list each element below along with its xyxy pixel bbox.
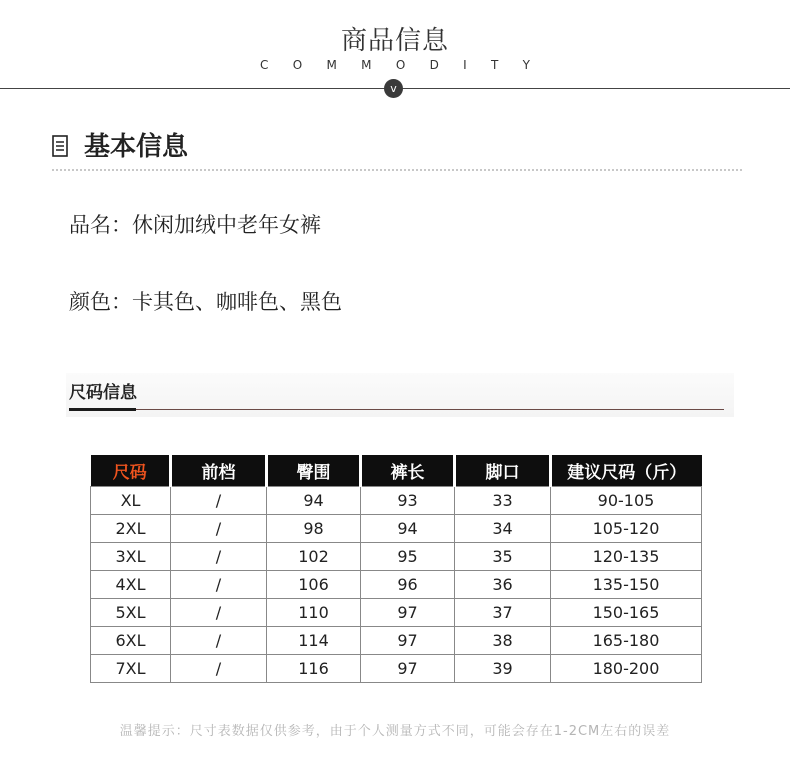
table-cell: 106 [267, 571, 361, 599]
product-colors: 颜色：卡其色、咖啡色、黑色 [69, 290, 342, 314]
product-name: 品名：休闲加绒中老年女裤 [69, 213, 321, 237]
table-cell: 180-200 [551, 655, 702, 683]
table-row [91, 487, 702, 515]
header-cell: 脚口 [455, 455, 551, 487]
table-row [91, 599, 702, 627]
size-disclaimer: 温馨提示：尺寸表数据仅供参考，由于个人测量方式不同，可能会存在1-2CM左右的误差 [119, 724, 671, 739]
commodity-subtitle [260, 58, 530, 72]
table-cell: 95 [361, 543, 455, 571]
table-cell: 94 [361, 515, 455, 543]
size-section-title: 尺码信息 [69, 383, 137, 403]
table-cell: 35 [455, 543, 551, 571]
table-cell: 96 [361, 571, 455, 599]
table-cell: 33 [455, 487, 551, 515]
subtitle-letter: O [292, 58, 303, 72]
table-cell: 93 [361, 487, 455, 515]
size-table [90, 455, 702, 683]
table-cell: 102 [267, 543, 361, 571]
header-cell: 裤长 [361, 455, 455, 487]
table-cell: / [171, 543, 267, 571]
table-cell: / [171, 599, 267, 627]
table-cell: / [171, 515, 267, 543]
table-row [91, 543, 702, 571]
table-row [91, 515, 702, 543]
subtitle-letter: C [260, 58, 269, 72]
table-cell: 97 [361, 627, 455, 655]
table-cell: 37 [455, 599, 551, 627]
table-cell: 94 [267, 487, 361, 515]
chevron-down-badge: v [384, 79, 403, 98]
table-cell: / [171, 655, 267, 683]
table-cell: 150-165 [551, 599, 702, 627]
table-cell: 38 [455, 627, 551, 655]
page-title: 商品信息 [340, 26, 449, 56]
table-cell: 97 [361, 599, 455, 627]
table-cell: 116 [267, 655, 361, 683]
header-cell: 建议尺码（斤） [551, 455, 702, 487]
table-cell: 105-120 [551, 515, 702, 543]
table-cell: 4XL [91, 571, 171, 599]
table-row [91, 627, 702, 655]
subtitle-letter: D [429, 58, 439, 72]
table-cell: XL [91, 487, 171, 515]
subtitle-letter: Y [522, 58, 530, 72]
size-section-banner [66, 373, 734, 417]
table-cell: / [171, 487, 267, 515]
table-cell: 135-150 [551, 571, 702, 599]
table-cell: 39 [455, 655, 551, 683]
table-row [91, 655, 702, 683]
table-cell: 2XL [91, 515, 171, 543]
subtitle-letter: T [491, 58, 499, 72]
table-cell: 7XL [91, 655, 171, 683]
table-cell: 165-180 [551, 627, 702, 655]
document-list-icon [52, 135, 68, 157]
section-title: 基本信息 [84, 132, 189, 162]
table-cell: 120-135 [551, 543, 702, 571]
subtitle-letter: O [395, 58, 406, 72]
table-cell: 36 [455, 571, 551, 599]
size-section-rule-accent [69, 408, 136, 411]
table-cell: 114 [267, 627, 361, 655]
table-cell: 90-105 [551, 487, 702, 515]
table-cell: / [171, 571, 267, 599]
table-row [91, 571, 702, 599]
header-cell: 前档 [171, 455, 267, 487]
header-cell: 臀围 [267, 455, 361, 487]
table-cell: 5XL [91, 599, 171, 627]
size-section-rule [69, 409, 724, 410]
table-cell: 34 [455, 515, 551, 543]
table-cell: 98 [267, 515, 361, 543]
dotted-divider [52, 169, 742, 171]
table-cell: 97 [361, 655, 455, 683]
table-cell: 110 [267, 599, 361, 627]
subtitle-letter: M [326, 58, 337, 72]
table-cell: 3XL [91, 543, 171, 571]
size-table-header [91, 455, 702, 487]
table-cell: / [171, 627, 267, 655]
subtitle-letter: I [463, 58, 467, 72]
subtitle-letter: M [361, 58, 372, 72]
header-cell: 尺码 [91, 455, 171, 487]
table-cell: 6XL [91, 627, 171, 655]
